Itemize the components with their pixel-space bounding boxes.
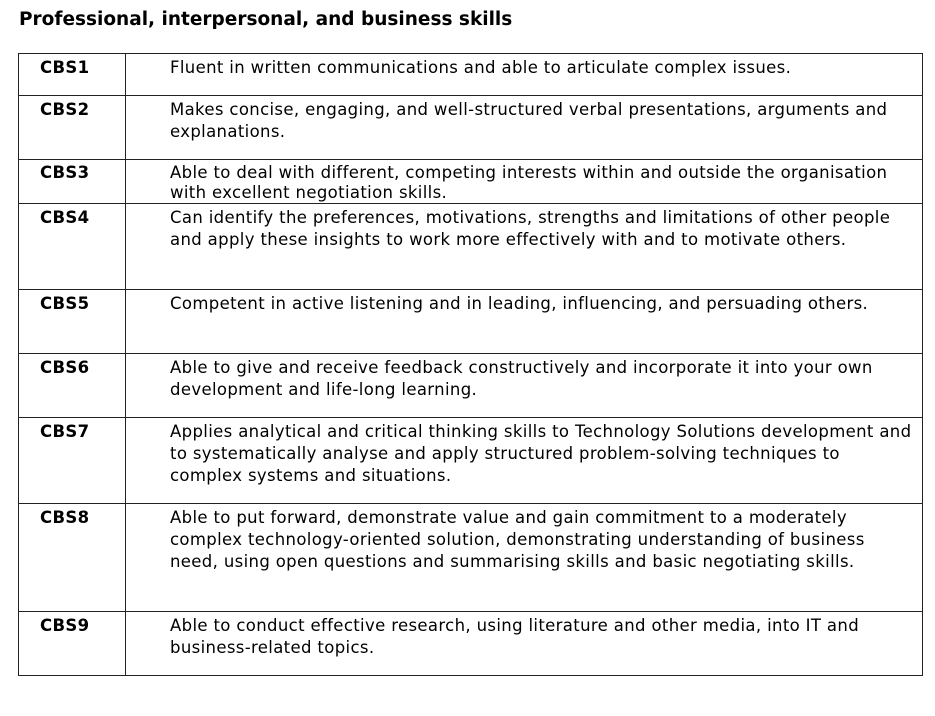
table-row [19,160,923,204]
table-row [19,354,923,418]
skill-code: CBS8 [19,504,126,612]
skill-description: Can identify the preferences, motivations, strengths and limitations of other people and apply these insights to work more effectively with and to motivate others. [126,204,923,290]
table-row [19,290,923,354]
skill-code: CBS1 [19,54,126,96]
skill-code: CBS3 [19,160,126,204]
skill-description: Able to give and receive feedback constructively and incorporate it into your own development and life-long learning. [126,354,923,418]
skill-description: Makes concise, engaging, and well-structured verbal presentations, arguments and explanations. [126,96,923,160]
table-row [19,504,923,612]
skill-description: Applies analytical and critical thinking skills to Technology Solutions development and to systematically analyse and apply structured problem-solving techniques to complex systems and situations. [126,418,923,504]
skill-code: CBS6 [19,354,126,418]
skill-code: CBS2 [19,96,126,160]
skill-description: Able to put forward, demonstrate value and gain commitment to a moderately complex technology-oriented solution, demonstrating understanding of business need, using open questions and summarising skills and basic negotiating skills. [126,504,923,612]
skill-description: Fluent in written communications and able to articulate complex issues. [126,54,923,96]
skill-code: CBS4 [19,204,126,290]
table-row [19,54,923,96]
table-row [19,204,923,290]
table-row [19,418,923,504]
table-row [19,96,923,160]
section-heading: Professional, interpersonal, and business skills [19,9,513,30]
skill-description: Able to conduct effective research, using literature and other media, into IT and business-related topics. [126,612,923,676]
skill-code: CBS5 [19,290,126,354]
table-row [19,612,923,676]
skill-description: Able to deal with different, competing interests within and outside the organisation with excellent negotiation skills. [126,160,923,204]
skill-description: Competent in active listening and in leading, influencing, and persuading others. [126,290,923,354]
skills-table [18,53,923,676]
skill-code: CBS9 [19,612,126,676]
skill-code: CBS7 [19,418,126,504]
